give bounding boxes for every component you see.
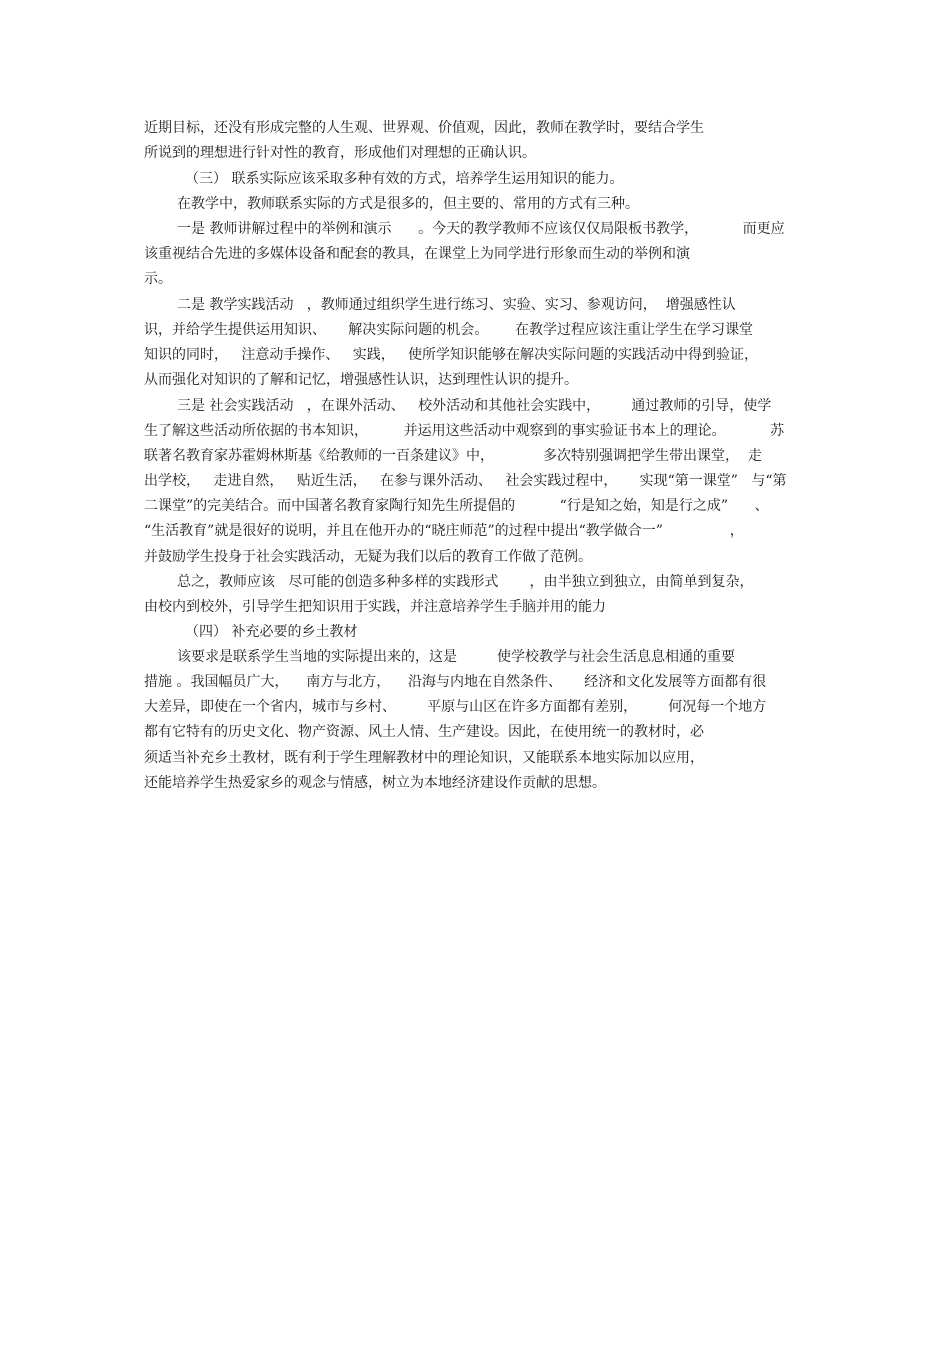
text-line: 一是 教师讲解过程中的举例和演示 。今天的教学教师不应该仅仅局限板书教学， 而更应 <box>177 221 785 237</box>
text-line: 所说到的理想进行针对性的教育，形成他们对理想的正确认识。 <box>144 145 536 161</box>
text-line: 知识的同时， 注意动手操作、 实践， 使所学知识能够在解决实际问题的实践活动中得到验证， <box>144 347 759 363</box>
text-line: 须适当补充乡土教材，既有利于学生理解教材中的理论知识，又能联系本地实际加以应用， <box>144 750 704 766</box>
text-line: 识，并给学生提供运用知识、 解决实际问题的机会。 在教学过程应该注重让学生在学习课堂 <box>144 322 753 338</box>
text-line: 大差异，即使在一个省内，城市与乡村、 平原与山区在许多方面都有差别， 何况每一个地方 <box>144 699 767 715</box>
text-line: 该重视结合先进的多媒体设备和配套的教具，在课堂上为同学进行形象而生动的举例和演 <box>144 246 690 262</box>
text-line: 并鼓励学生投身于社会实践活动，无疑为我们以后的教育工作做了范例。 <box>144 549 592 565</box>
text-line: 二课堂”的完美结合。而中国著名教育家陶行知先生所提倡的 “行是知之始，知是行之成” 、 <box>144 498 769 514</box>
text-line: 总之，教师应该 尽可能的创造多种多样的实践形式 ，由半独立到独立，由简单到复杂， <box>177 574 754 590</box>
section-heading-3: （三） 联系实际应该采取多种有效的方式，培养学生运用知识的能力。 <box>185 171 624 187</box>
text-line: 该要求是联系学生当地的实际提出来的，这是 使学校教学与社会生活息息相通的重要 <box>177 649 736 665</box>
text-line: 还能培养学生热爱家乡的观念与情感，树立为本地经济建设作贡献的思想。 <box>144 775 606 791</box>
text-line: 在教学中，教师联系实际的方式是很多的，但主要的、常用的方式有三种。 <box>177 196 639 212</box>
text-line: 生了解这些活动所依据的书本知识， 并运用这些活动中观察到的事实验证书本上的理论。 苏 <box>144 423 785 439</box>
text-line: 二是 教学实践活动 ，教师通过组织学生进行练习、实验、实习、参观访问， 增强感性认 <box>177 297 736 313</box>
text-line: 都有它特有的历史文化、物产资源、风土人情、生产建设。因此，在使用统一的教材时，必 <box>144 724 704 740</box>
text-line: 出学校， 走进自然， 贴近生活， 在参与课外活动、 社会实践过程中， 实现“第一课堂” 与“第 <box>144 473 787 489</box>
text-line: 示。 <box>144 271 172 287</box>
text-line: 措施 。我国幅员广大， 南方与北方， 沿海与内地在自然条件、 经济和文化发展等方面都有很 <box>144 674 767 690</box>
text-line: “生活教育”就是很好的说明，并且在他开办的“晓庄师范”的过程中提出“教学做合一” ， <box>144 523 744 539</box>
text-line: 由校内到校外，引导学生把知识用于实践，并注意培养学生手脑并用的能力 <box>144 599 606 615</box>
section-heading-4: （四） 补充必要的乡土教材 <box>185 624 358 640</box>
text-line: 从而强化对知识的了解和记忆，增强感性认识，达到理性认识的提升。 <box>144 372 578 388</box>
text-line: 联著名教育家苏霍姆林斯基《给教师的一百条建议》中， 多次特别强调把学生带出课堂， 走 <box>144 448 762 464</box>
text-line: 三是 社会实践活动 ，在课外活动、 校外活动和其他社会实践中， 通过教师的引导，使学 <box>177 398 772 414</box>
text-line: 近期目标，还没有形成完整的人生观、世界观、价值观，因此，教师在教学时，要结合学生 <box>144 120 704 136</box>
